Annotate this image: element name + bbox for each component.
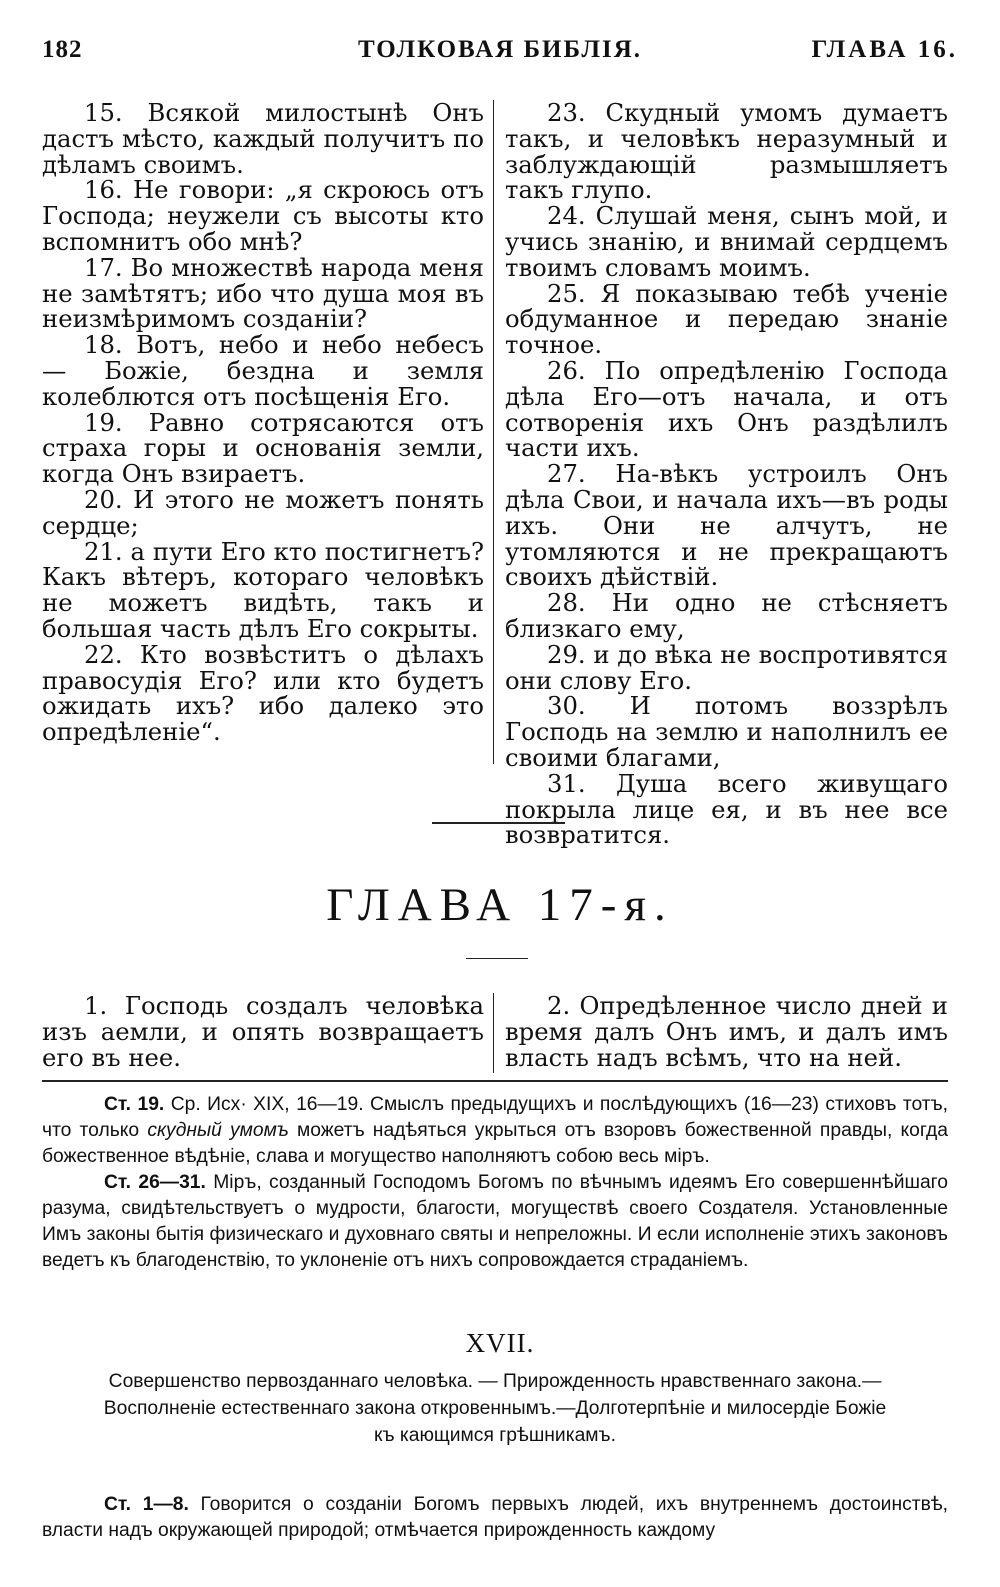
chapter17-left-verse: 1. Господь создалъ человѣка изъ аемли, и опять возвращаетъ его въ нее.	[42, 991, 484, 1072]
verse: 25. Я показываю тебѣ ученіе обдуманное и передаю знаніе точное.	[505, 278, 948, 360]
commentary-note: Ст. 1—8. Говорится о созданіи Богомъ первыхъ людей, ихъ внутреннемъ достоинствѣ, власти надъ окружающей природой; отмѣчается прирожденность каждому	[42, 1494, 948, 1541]
verse: 29. и до вѣка не воспротивятся они слову Его.	[505, 639, 948, 695]
verse: 20. И этого не можетъ понять сердце;	[42, 484, 484, 540]
commentary-note: Ст. 19. Ср. Исх· XIX, 16—19. Смыслъ предыдущихъ и послѣдующихъ (16—23) стиховъ тотъ, что только скудный умомъ можетъ надѣяться укрыться отъ взоровъ божественной правды, когда божественное вѣдѣніе, слава и могущество наполняютъ собою весь міръ.	[42, 1094, 948, 1167]
verse: 24. Слушай меня, сынъ мой, и учись знанію, и внимай сердцемъ твоимъ словамъ моимъ.	[505, 201, 948, 282]
running-header	[42, 36, 958, 76]
book-title: ТОЛКОВАЯ БИБЛІЯ.	[357, 36, 643, 63]
verse: 15. Всякой милостынѣ Онъ дастъ мѣсто, каждый получитъ по дѣламъ своимъ.	[42, 98, 484, 179]
right-column	[505, 100, 948, 848]
verse: 21. а пути Его кто постигнетъ? Какъ вѣтеръ, котораго человѣкъ не можетъ видѣть, такъ и большая часть дѣлъ Его сокрыты.	[42, 536, 484, 643]
separator-rule	[432, 822, 565, 824]
verse: 23. Скудный умомъ думаетъ такъ, и человѣкъ неразумный и заблуждающій размышляетъ такъ глупо.	[505, 98, 948, 205]
column-divider	[493, 993, 494, 1073]
verse: 26. По опредѣленію Господа дѣла Его—отъ начала, и отъ сотворенія ихъ Онъ раздѣлилъ части ихъ.	[505, 355, 948, 463]
section-number: XVII.	[465, 1328, 535, 1358]
verse: 16. Не говори: „я скроюсь отъ Господа; неужели съ высоты кто вспомнитъ обо мнѣ?	[42, 175, 484, 256]
verse: 19. Равно сотрясаются отъ страха горы и основанія земли, когда Онъ взираетъ.	[42, 407, 484, 489]
page-number: 182	[42, 36, 83, 63]
chapter-label: ГЛАВА 16.	[811, 36, 958, 63]
verse: 18. Вотъ, небо и небо небесъ — Божіе, бездна и земля колеблются отъ посѣщенія Его.	[42, 330, 484, 411]
commentary-continued	[42, 1492, 948, 1544]
verse: 17. Во множествѣ народа меня не замѣтятъ; ибо что душа моя въ неизмѣримомъ созданіи?	[42, 252, 484, 334]
verse: 28. Ни одно не стѣсняетъ близкаго ему,	[505, 588, 948, 643]
commentary	[42, 1092, 948, 1274]
chapter17-right-verse: 2. Опредѣленное число дней и время далъ Онъ имъ, и далъ имъ власть надъ всѣмъ, что на ней.	[505, 991, 948, 1072]
commentary-note: Ст. 26—31. Міръ, созданный Господомъ Богомъ по вѣчнымъ идеямъ Его совершеннѣйшаго разума, свидѣтельствуетъ о мудрости, благости, могуществѣ своего Создателя. Установленные Имъ законы бытія физическаго и духовнаго святы и непреложны. И если исполненіе этихъ законовъ ведетъ къ благоденствію, то уклоненіе отъ нихъ сопровождается страданіемъ.	[42, 1172, 949, 1271]
verse: 22. Кто возвѣститъ о дѣлахъ правосудія Его? или кто будетъ ожидать ихъ? ибо далеко это опредѣленіе“.	[42, 639, 484, 747]
heading-underline	[466, 958, 528, 959]
left-column	[42, 100, 484, 745]
verse: 31. Душа всего живущаго покрыла лице ея, и въ нее все возвратится.	[505, 768, 948, 850]
chapter-heading: ГЛАВА 17-я.	[326, 879, 674, 931]
column-divider	[493, 100, 494, 764]
verse: 30. И потомъ воззрѣлъ Господь на землю и наполнилъ ее своими благами,	[505, 691, 948, 772]
section-summary: Совершенство первозданнаго человѣка. — Прирожденность нравственнаго закона.— Восполненіе естественнаго закона откровеннымъ.—Долготерпѣніе и милосердіе Божіе къ кающимся грѣшникамъ.	[103, 1371, 887, 1446]
verse: 27. На-вѣкъ устроилъ Онъ дѣла Свои, и начала ихъ—въ роды ихъ. Они не алчутъ, не утомляются и не прекращаютъ своихъ дѣйствій.	[505, 459, 948, 592]
commentary-rule	[42, 1080, 948, 1082]
